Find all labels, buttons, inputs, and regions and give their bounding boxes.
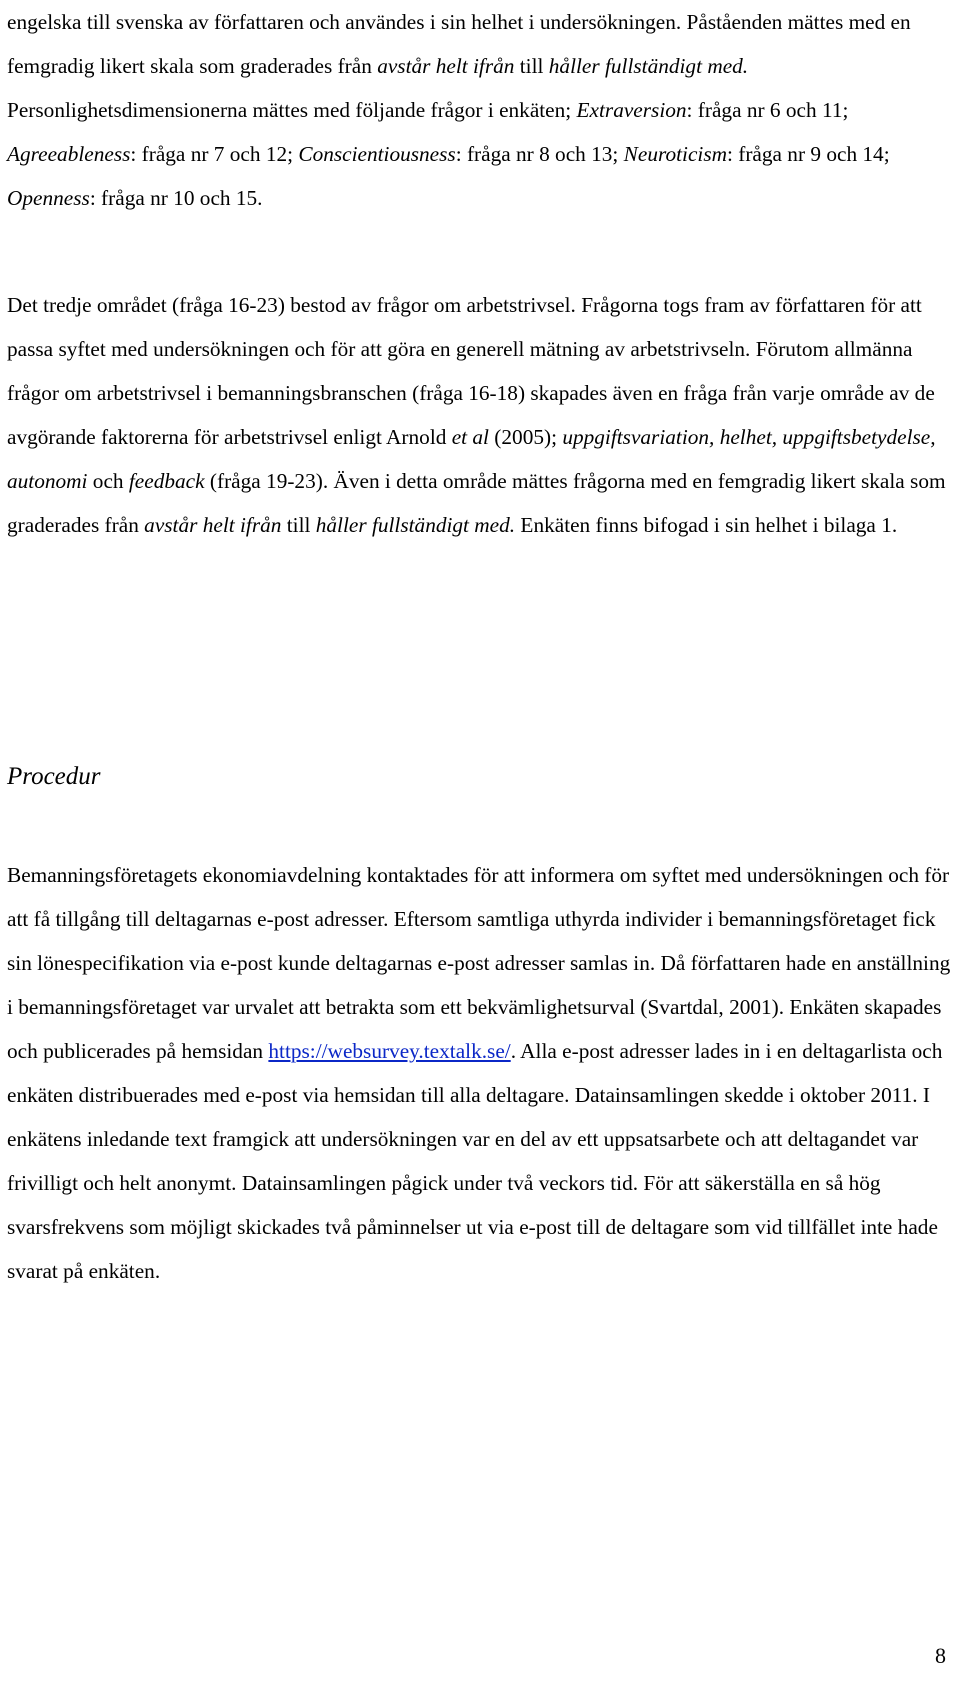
survey-website-link[interactable]: https://websurvey.textalk.se/ (268, 1039, 511, 1063)
italic-term: feedback (128, 469, 205, 493)
italic-term: avstår helt ifrån (377, 54, 515, 78)
italic-term: Conscientiousness (298, 142, 456, 166)
text-run: Enkäten finns bifogad i sin helhet i bilaga 1. (515, 513, 898, 537)
text-run: : fråga nr 8 och 13; (455, 142, 624, 166)
italic-term: håller fullständigt med. (315, 513, 516, 537)
italic-term: Extraversion (576, 98, 687, 122)
text-run: Personlighetsdimensionerna mättes med följande frågor i enkäten; (7, 98, 577, 122)
page-number: 8 (935, 1643, 946, 1668)
text-run: till (514, 54, 549, 78)
italic-term: håller fullständigt med. (548, 54, 749, 78)
italic-term: Openness (7, 186, 90, 210)
text-run: till (281, 513, 316, 537)
section-heading: Procedur (7, 763, 101, 790)
italic-term: Agreeableness (7, 142, 131, 166)
text-run: och (87, 469, 129, 493)
text-run: Det tredje området (fråga 16-23) bestod av frågor om arbetstrivsel. Frågorna togs fram av författaren för att passa syftet med undersökningen och för att göra en generell mätning av arbetstrivseln. Förutom allmänna frågor om arbetstrivsel i bemanningsbranschen (fråga 16-18) skapades även en fråga från varje område av de avgörande faktorerna för arbetstrivsel enligt Arnold (7, 293, 935, 449)
paragraph-job-satisfaction (7, 283, 953, 547)
text-run: . Alla e-post adresser lades in i en deltagarlista och enkäten distribuerades med e-post via hemsidan till alla deltagare. Datainsamlingen skedde i oktober 2011. I enkätens inledande text framgick att undersökningen var en del av ett uppsatsarbete och att deltagandet var frivilligt och helt anonymt. Datainsamlingen pågick under två veckors tid. För att säkerställa en så hög svarsfrekvens som möjligt skickades två påminnelser ut via e-post till de deltagare som vid tillfället inte hade svarat på enkäten. (7, 1039, 943, 1283)
paragraph-questionnaire-personality (7, 0, 953, 220)
text-run: : fråga nr 7 och 12; (130, 142, 299, 166)
paragraph-procedure (7, 853, 953, 1293)
text-run: : fråga nr 9 och 14; (727, 142, 890, 166)
text-run: (2005); (488, 425, 563, 449)
italic-term: Neuroticism (623, 142, 727, 166)
text-run: : fråga nr 6 och 11; (686, 98, 849, 122)
italic-term: uppgiftsvariation, helhet, uppgiftsbetydelse, autonomi (7, 425, 936, 493)
italic-term: avstår helt ifrån (144, 513, 282, 537)
text-run: Bemanningsföretagets ekonomiavdelning kontaktades för att informera om syftet med undersökningen och för att få tillgång till deltagarnas e-post adresser. Eftersom samtliga uthyrda individer i bemanningsföretaget fick sin lönespecifikation via e-post kunde deltagarnas e-post adresser samlas in. Då författaren hade en anställning i bemanningsföretaget var urvalet att betrakta som ett bekvämlighetsurval (Svartdal, 2001). Enkäten skapades och publicerades på hemsidan (7, 863, 951, 1063)
italic-term: et al (451, 425, 489, 449)
text-run: (fråga 19-23). Även i detta område mättes frågorna med en femgradig likert skala som graderades från (7, 469, 946, 537)
text-run: engelska till svenska av författaren och användes i sin helhet i undersökningen. Påståenden mättes med en femgradig likert skala som graderades från (7, 10, 911, 78)
text-run: : fråga nr 10 och 15. (89, 186, 263, 210)
